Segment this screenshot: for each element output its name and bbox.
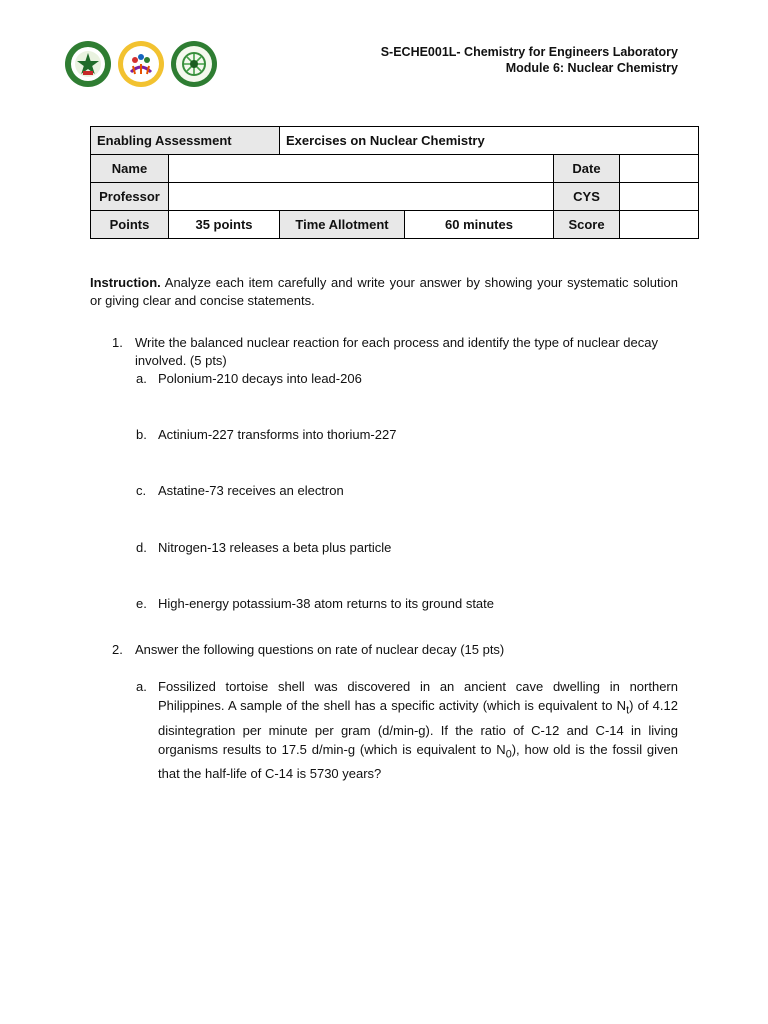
- list-item: [90, 677, 678, 783]
- item-text: [158, 677, 678, 783]
- table-row: [91, 155, 699, 183]
- assessment-info-table: [90, 126, 699, 239]
- subscript-0: 0: [505, 748, 512, 761]
- list-item: [90, 426, 678, 444]
- instruction-label: Instruction.: [90, 275, 161, 290]
- table-row: [91, 211, 699, 239]
- list-item: [90, 482, 678, 500]
- item-text: Astatine-73 receives an electron: [158, 483, 344, 498]
- time-allotment-value: 60 minutes: [405, 211, 554, 239]
- question-text: Write the balanced nuclear reaction for each process and identify the type of nuclear decay involved. (5 pts): [135, 335, 658, 368]
- points-value: 35 points: [169, 211, 280, 239]
- department-seal-icon: [170, 40, 218, 88]
- item-text: High-energy potassium-38 atom returns to its ground state: [158, 596, 495, 611]
- question-number: 2.: [112, 642, 123, 657]
- name-field[interactable]: [169, 155, 554, 183]
- item-letter: a.: [136, 371, 147, 386]
- table-row: [91, 127, 699, 155]
- date-label: Date: [554, 155, 620, 183]
- score-label: Score: [554, 211, 620, 239]
- list-item: [90, 539, 678, 557]
- date-field[interactable]: [620, 155, 699, 183]
- cys-label: CYS: [554, 183, 620, 211]
- course-code-title: S-ECHE001L- Chemistry for Engineers Laboratory: [380, 45, 678, 59]
- university-seal-icon: [64, 40, 112, 88]
- item-letter: a.: [136, 679, 147, 694]
- question-1: [90, 334, 678, 370]
- time-allotment-label: Time Allotment: [280, 211, 405, 239]
- question-2: [90, 641, 678, 659]
- item-text-part: ), how old is the fossil given that the half-life of C-14 is 5730 years?: [158, 741, 678, 782]
- cys-field[interactable]: [620, 183, 699, 211]
- header-text: [381, 44, 678, 76]
- page-header: [64, 38, 678, 94]
- professor-label: Professor: [91, 183, 169, 211]
- module-title: Module 6: Nuclear Chemistry: [505, 61, 678, 75]
- item-text-part: ) of 4.12 disintegration per minute per gram (d/min-g). If the ratio of C-12 and C-14 in living organisms results to 17.5 d/min-g (which is equivalent to N: [158, 698, 678, 757]
- list-item: [90, 370, 678, 388]
- subscript-t: t: [626, 704, 630, 717]
- logo-group: [64, 40, 218, 88]
- list-item: [90, 595, 678, 613]
- table-row: [91, 183, 699, 211]
- item-letter: d.: [136, 540, 147, 555]
- enabling-assessment-label: Enabling Assessment: [91, 127, 280, 155]
- item-letter: b.: [136, 427, 147, 442]
- name-label: Name: [91, 155, 169, 183]
- item-letter: c.: [136, 483, 147, 498]
- professor-field[interactable]: [169, 183, 554, 211]
- item-text-part: Fossilized tortoise shell was discovered in an ancient cave dwelling in northern Philippines. A sample of the shell has a specific activity (which is equivalent to N: [158, 679, 678, 713]
- score-field[interactable]: [620, 211, 699, 239]
- instruction-paragraph: [90, 274, 678, 310]
- college-seal-icon: [117, 40, 165, 88]
- item-text: Nitrogen-13 releases a beta plus particle: [158, 540, 392, 555]
- exercise-title: Exercises on Nuclear Chemistry: [280, 127, 699, 155]
- points-label: Points: [91, 211, 169, 239]
- question-number: 1.: [112, 335, 123, 350]
- item-text: Actinium-227 transforms into thorium-227: [158, 427, 397, 442]
- item-letter: e.: [136, 596, 147, 611]
- instruction-text: Analyze each item carefully and write your answer by showing your systematic solution or giving clear and concise statements.: [90, 275, 678, 308]
- question-text: Answer the following questions on rate of nuclear decay (15 pts): [135, 642, 505, 657]
- assessment-content: [90, 274, 678, 783]
- item-text: Polonium-210 decays into lead-206: [158, 371, 362, 386]
